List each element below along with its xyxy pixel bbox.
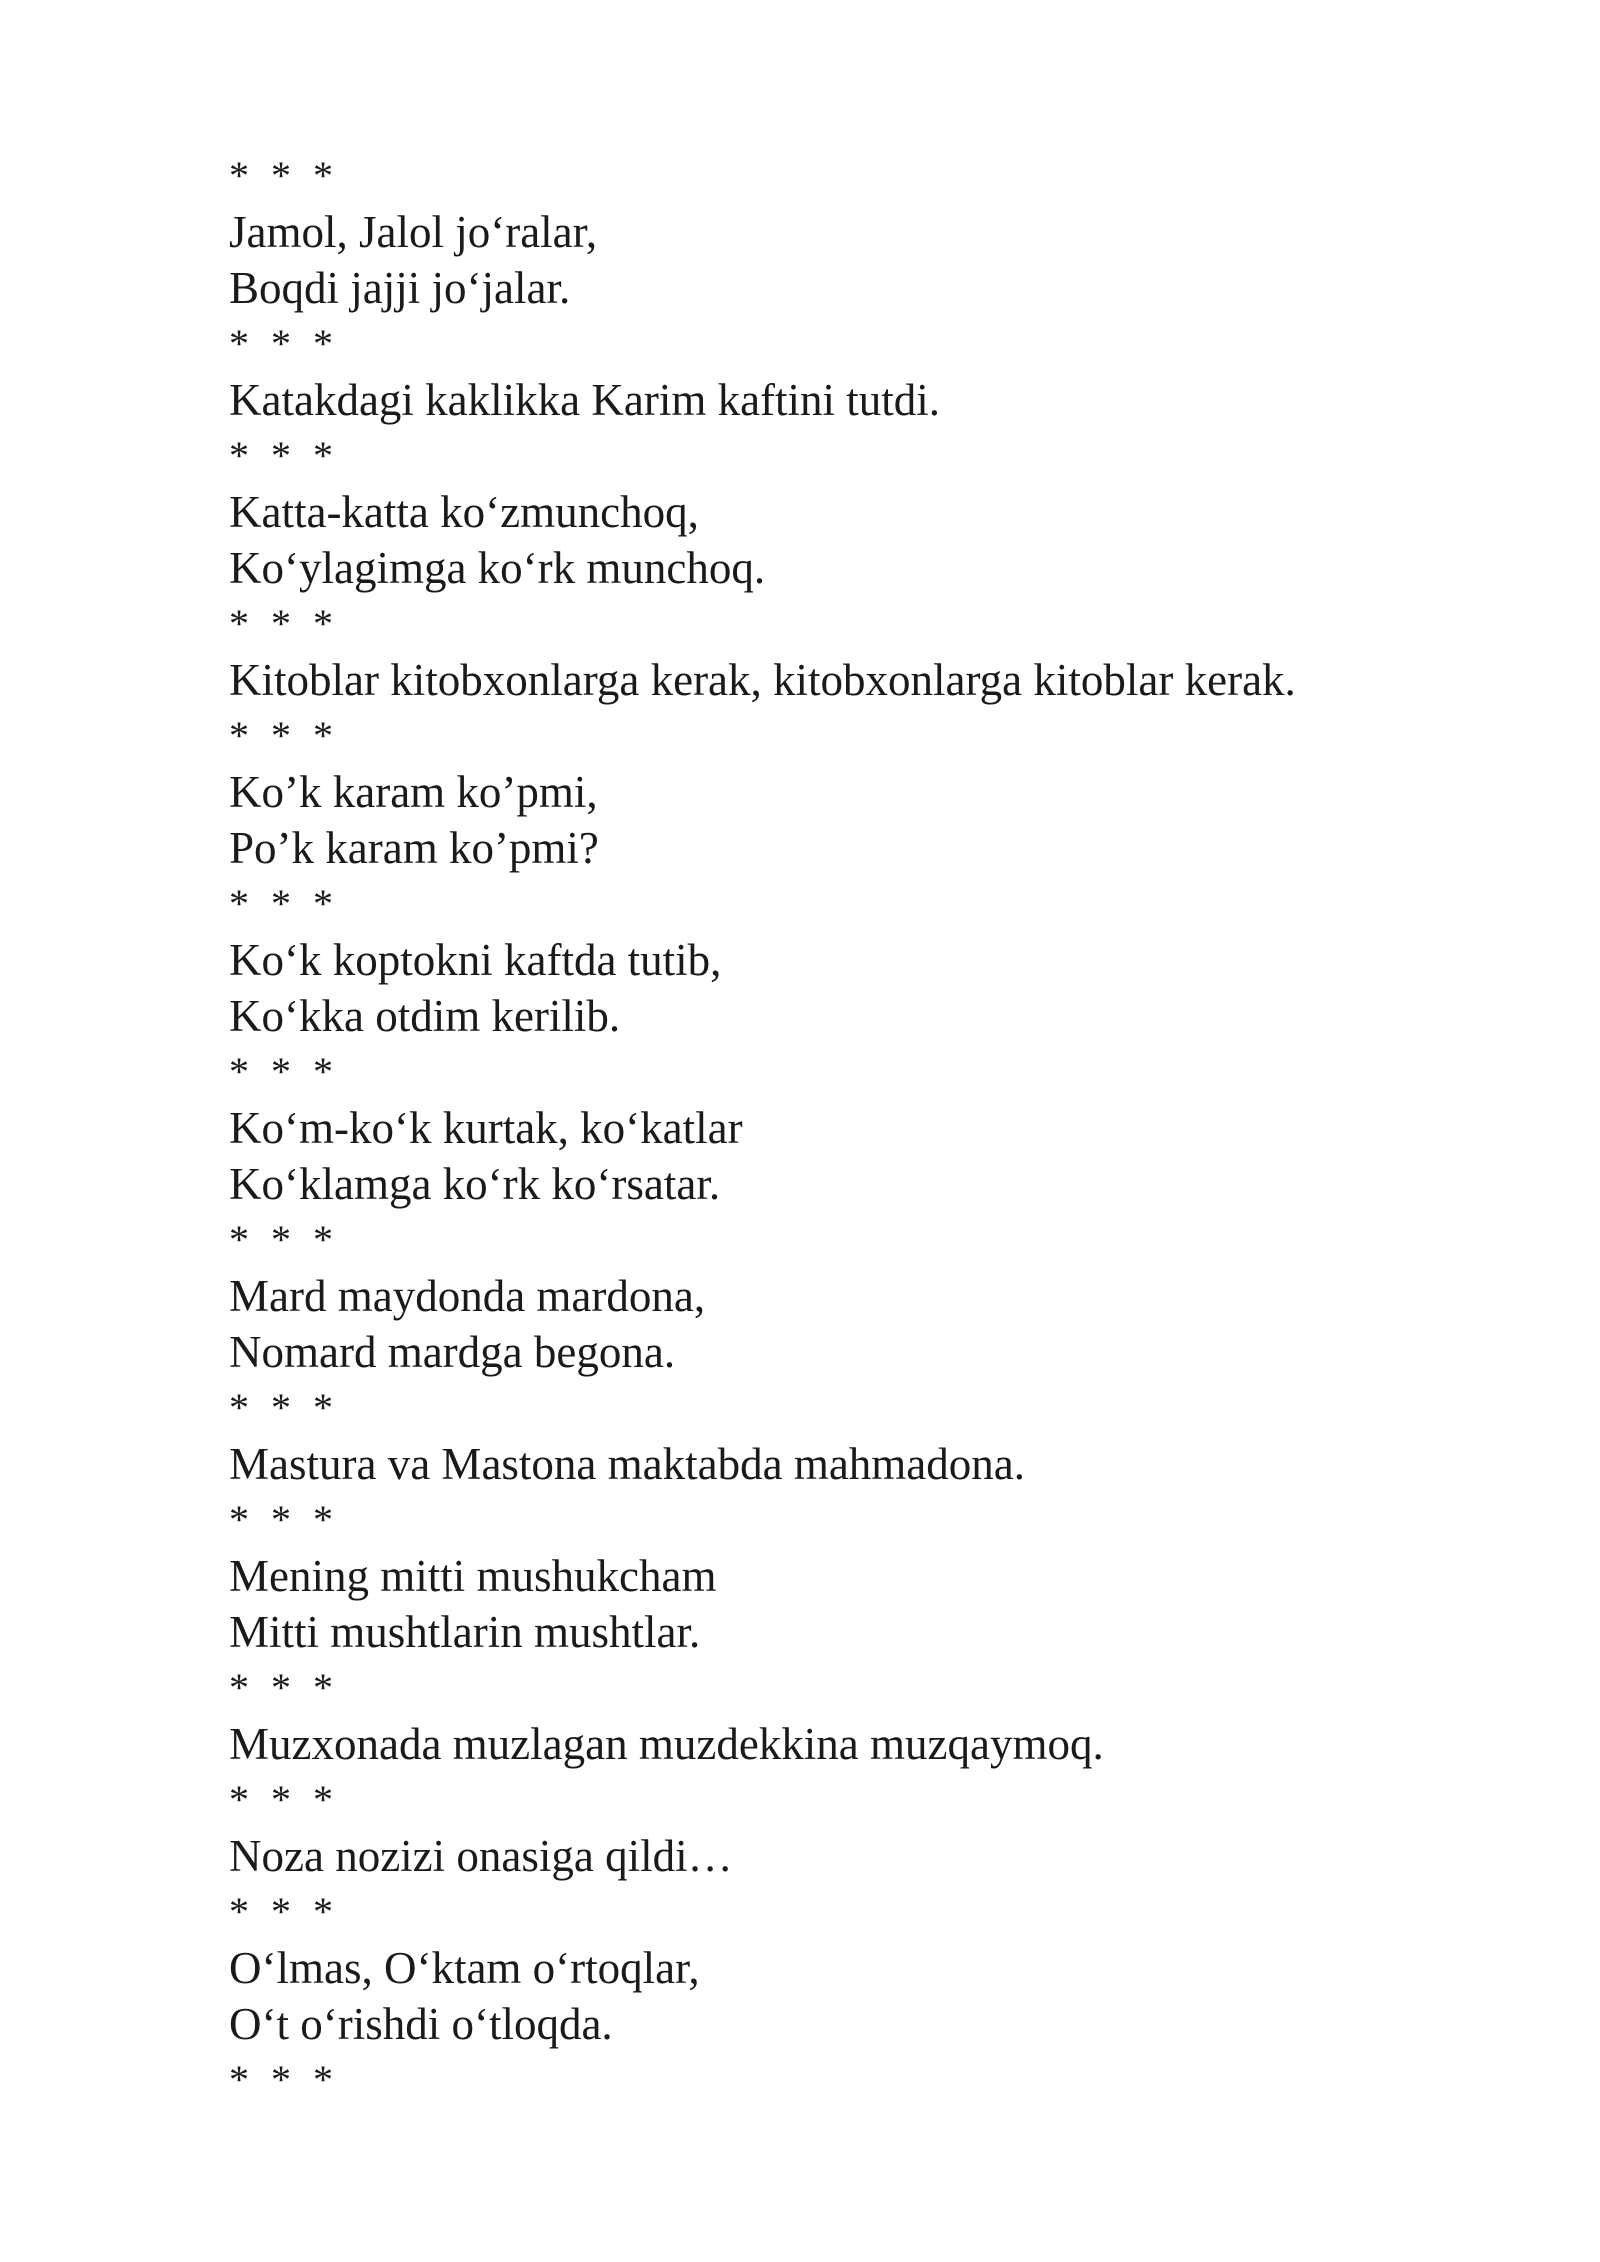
verse-separator: * * *	[229, 433, 339, 478]
verse-separator: * * *	[229, 1777, 339, 1822]
verse-line: Katakdagi kaklikka Karim kaftini tutdi.	[229, 375, 941, 425]
verse-separator: * * *	[229, 1385, 339, 1430]
tongue-twister-list	[229, 148, 1529, 2108]
verse-line: O‘t o‘rishdi o‘tloqda.	[229, 1999, 613, 2049]
verse-separator: * * *	[229, 713, 339, 758]
verse-separator: * * *	[229, 1217, 339, 1262]
verse-separator: * * *	[229, 321, 339, 366]
verse-line: Ko‘kka otdim kerilib.	[229, 991, 621, 1041]
verse-separator: * * *	[229, 1889, 339, 1934]
verse-line: Ko‘k koptokni kaftda tutib,	[229, 935, 722, 985]
verse-separator: * * *	[229, 1049, 339, 1094]
verse-line: Katta-katta ko‘zmunchoq,	[229, 487, 699, 537]
verse-line: Ko‘klamga ko‘rk ko‘rsatar.	[229, 1159, 721, 1209]
verse-line: Mard maydonda mardona,	[229, 1271, 706, 1321]
verse-separator: * * *	[229, 1497, 339, 1542]
verse-line: O‘lmas, O‘ktam o‘rtoqlar,	[229, 1943, 700, 1993]
verse-line: Po’k karam ko’pmi?	[229, 823, 599, 873]
verse-line: Ko’k karam ko’pmi,	[229, 767, 598, 817]
verse-line: Nomard mardga begona.	[229, 1327, 676, 1377]
verse-line: Mitti mushtlarin mushtlar.	[229, 1607, 701, 1657]
verse-separator: * * *	[229, 1665, 339, 1710]
verse-line: Ko‘ylagimga ko‘rk munchoq.	[229, 543, 766, 593]
verse-separator: * * *	[229, 153, 339, 198]
verse-separator: * * *	[229, 2057, 339, 2102]
verse-line: Mastura va Mastona maktabda mahmadona.	[229, 1439, 1026, 1489]
verse-line: Boqdi jajji jo‘jalar.	[229, 263, 571, 313]
verse-line: Jamol, Jalol jo‘ralar,	[229, 207, 598, 257]
verse-line: Noza nozizi onasiga qildi…	[229, 1831, 733, 1881]
verse-separator: * * *	[229, 601, 339, 646]
verse-separator: * * *	[229, 881, 339, 926]
verse-line: Ko‘m-ko‘k kurtak, ko‘katlar	[229, 1103, 743, 1153]
verse-line: Kitoblar kitobxonlarga kerak, kitobxonlarga kitoblar kerak.	[229, 655, 1296, 705]
verse-line: Mening mitti mushukcham	[229, 1551, 717, 1601]
verse-line: Muzxonada muzlagan muzdekkina muzqaymoq.	[229, 1719, 1104, 1769]
